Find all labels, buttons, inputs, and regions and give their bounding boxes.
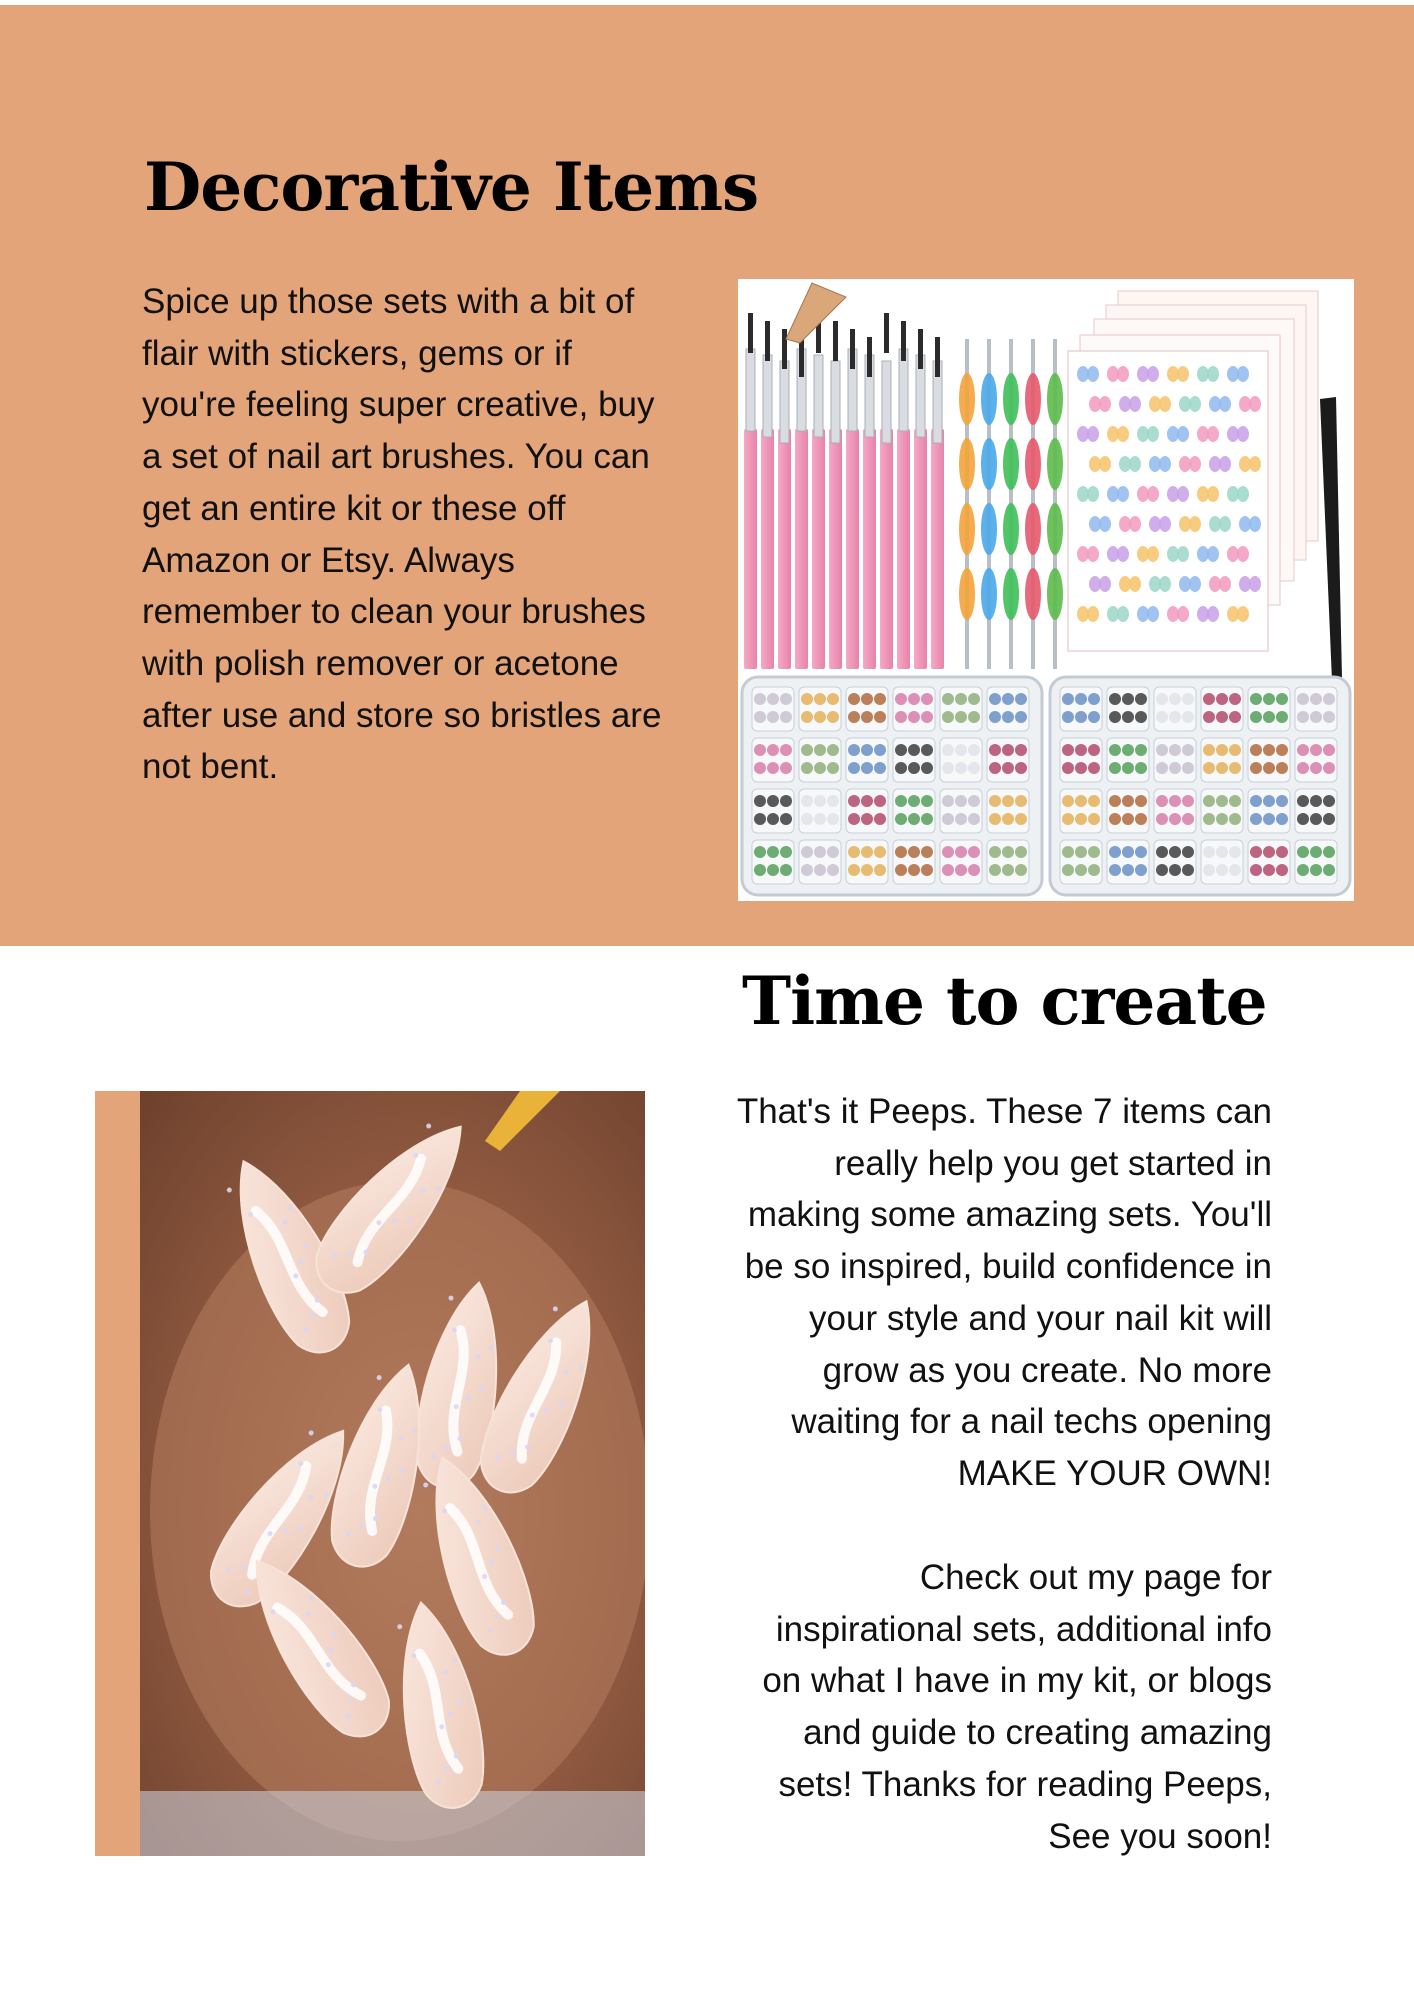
paragraph-line: not bent.	[142, 747, 279, 787]
decorative-items-paragraph	[142, 276, 717, 793]
finished-nails-photo	[140, 1091, 645, 1856]
paragraph-line: remember to clean your brushes	[142, 592, 646, 632]
section-title-time-to-create: Time to create	[742, 962, 1267, 1040]
paragraph-line: be so inspired, build confidence in	[744, 1247, 1272, 1287]
time-to-create-paragraph	[690, 1086, 1272, 1500]
paragraph-line: Spice up those sets with a bit of	[142, 282, 635, 321]
paragraph-line: a set of nail art brushes. You can	[142, 437, 650, 477]
paragraph-line: your style and your nail kit will	[809, 1298, 1272, 1338]
gem-cases	[742, 677, 1350, 895]
dotting-tools	[959, 339, 1063, 669]
paragraph-line: That's it Peeps. These 7 items can	[736, 1092, 1272, 1131]
paragraph-line: making some amazing sets. You'll	[747, 1195, 1272, 1235]
closing-paragraph	[690, 1552, 1272, 1862]
paragraph-line: Amazon or Etsy. Always	[142, 540, 515, 580]
paragraph-line: waiting for a nail techs opening	[791, 1402, 1272, 1442]
paragraph-line: sets! Thanks for reading Peeps,	[778, 1764, 1272, 1804]
nail-art-kit-illustration	[738, 279, 1354, 901]
paragraph-line: flair with stickers, gems or if	[142, 333, 572, 373]
nail-art-kit-image	[738, 279, 1354, 901]
press-on-nails-illustration	[140, 1091, 645, 1856]
paragraph-line: grow as you create. No more	[822, 1350, 1272, 1390]
pink-brushes	[744, 283, 944, 669]
paragraph-line: after use and store so bristles are	[142, 695, 662, 735]
paragraph-line: get an entire kit or these off	[142, 488, 566, 528]
paragraph-line: with polish remover or acetone	[142, 643, 619, 683]
paragraph-line: See you soon!	[1048, 1816, 1272, 1856]
paragraph-line: you're feeling super creative, buy	[142, 385, 655, 425]
paragraph-line: Check out my page for	[919, 1558, 1272, 1597]
butterfly-sticker-sheets	[1068, 291, 1318, 651]
paragraph-line: MAKE YOUR OWN!	[957, 1453, 1272, 1493]
paragraph-line: really help you get started in	[834, 1143, 1272, 1183]
tweezers	[1320, 397, 1342, 681]
paragraph-line: on what I have in my kit, or blogs	[762, 1661, 1272, 1701]
photo-accent-strip	[95, 1091, 145, 1856]
paragraph-line: and guide to creating amazing	[803, 1713, 1272, 1753]
paragraph-line: inspirational sets, additional info	[775, 1609, 1272, 1649]
section-title-decorative-items: Decorative Items	[144, 148, 759, 226]
